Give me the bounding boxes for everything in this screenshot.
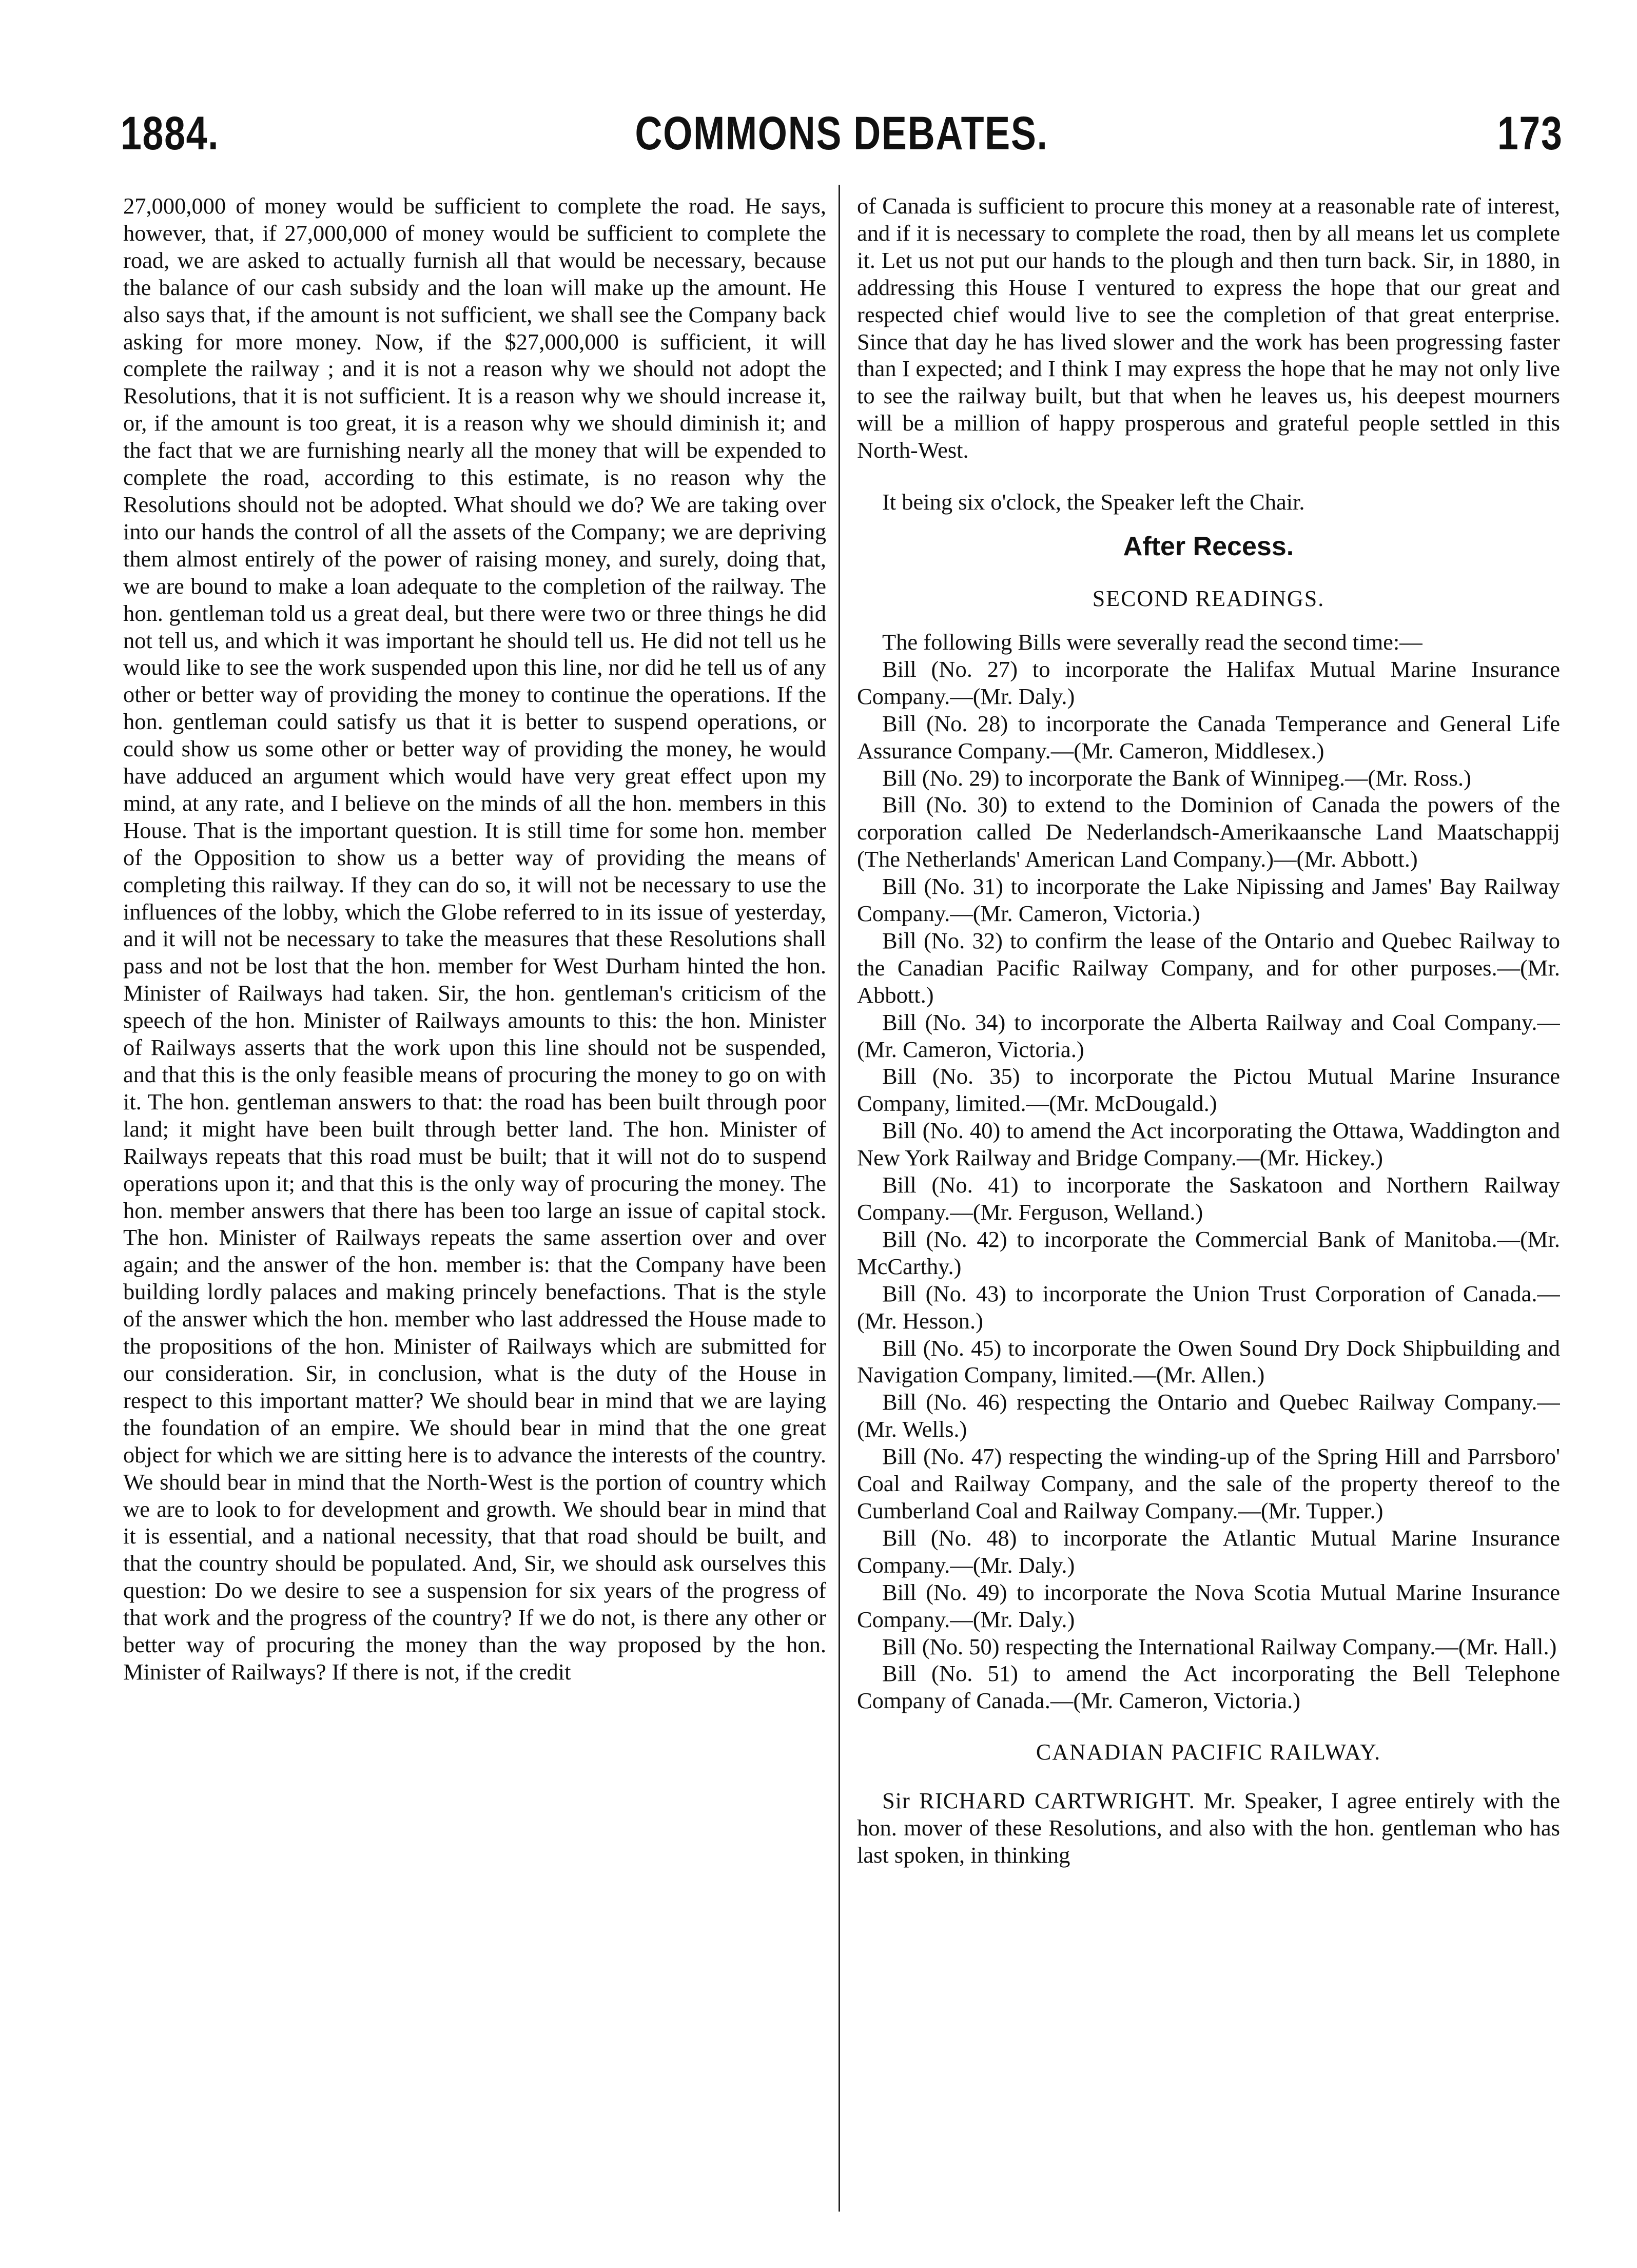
page-header xyxy=(121,105,1563,162)
bill-entry: Bill (No. 45) to incorporate the Owen Sound Dry Dock Shipbuilding and Navigation Company, limited.—(Mr. Allen.) xyxy=(857,1335,1560,1388)
closing-speaker: Sir RICHARD CARTWRIGHT. xyxy=(882,1788,1195,1814)
bill-entry: Bill (No. 28) to incorporate the Canada Temperance and General Life Assurance Company.—(Mr. Cameron, Middlesex.) xyxy=(857,710,1560,764)
second-readings-heading: SECOND READINGS. xyxy=(1092,585,1325,611)
bill-entry: Bill (No. 42) to incorporate the Commercial Bank of Manitoba.—(Mr. McCarthy.) xyxy=(857,1226,1560,1279)
column-divider xyxy=(839,185,840,2212)
bill-entry: Bill (No. 34) to incorporate the Alberta Railway and Coal Company.—(Mr. Cameron, Victoria.) xyxy=(857,1009,1560,1062)
continuation-paragraph: of Canada is sufficient to procure this money at a reasonable rate of interest, and if it is necessary to complete the road, then by all means let us complete it. Let us not put our hands to the plough and then turn back. Sir, in 1880, in addressing this House I ventured to express the hope that our great and respected chief would live to see the completion of that great enterprise. Since that day he has lived slower and the work has been progressing faster than I expected; and I think I may express the hope that he may not only live to see the railway built, but that when he leaves us, his deepest mourners will be a million of happy prosperous and grateful people settled in this North-West. xyxy=(857,193,1560,463)
bill-entry: Bill (No. 46) respecting the Ontario and Quebec Railway Company.—(Mr. Wells.) xyxy=(857,1389,1560,1442)
closing-text: Mr. Speaker, I agree entirely with the hon. mover of these Resolutions, and also with the hon. gentleman who has last spoken, in thinking xyxy=(857,1788,1560,1868)
left-column xyxy=(123,192,826,2204)
closing-paragraph xyxy=(857,1787,1560,1869)
bill-entry: Bill (No. 27) to incorporate the Halifax Mutual Marine Insurance Company.—(Mr. Daly.) xyxy=(857,656,1560,709)
bill-entry: Bill (No. 31) to incorporate the Lake Nipissing and James' Bay Railway Company.—(Mr. Cameron, Victoria.) xyxy=(857,873,1560,927)
bill-entry: Bill (No. 32) to confirm the lease of the Ontario and Quebec Railway to the Canadian Pacific Railway Company, and for other purposes.—(Mr. Abbott.) xyxy=(857,927,1560,1008)
spacer xyxy=(857,464,1560,488)
bill-entry: Bill (No. 35) to incorporate the Pictou Mutual Marine Insurance Company, limited.—(Mr. McDougald.) xyxy=(857,1063,1560,1117)
bill-entry: Bill (No. 47) respecting the winding-up of the Spring Hill and Parrsboro' Coal and Railway Company, and the sale of the property thereof to the Cumberland Coal and Railway Company.—(Mr. Tupper.) xyxy=(857,1443,1560,1523)
bill-entry: Bill (No. 29) to incorporate the Bank of Winnipeg.—(Mr. Ross.) xyxy=(882,765,1471,791)
bill-entry: Bill (No. 49) to incorporate the Nova Scotia Mutual Marine Insurance Company.—(Mr. Daly.) xyxy=(857,1579,1560,1632)
header-page-number: 173 xyxy=(1497,107,1563,160)
bill-entry: Bill (No. 48) to incorporate the Atlantic Mutual Marine Insurance Company.—(Mr. Daly.) xyxy=(857,1524,1560,1578)
bill-entry: Bill (No. 40) to amend the Act incorporating the Ottawa, Waddington and New York Railway and Bridge Company.—(Mr. Hickey.) xyxy=(857,1118,1560,1171)
bill-entry: Bill (No. 30) to extend to the Dominion of Canada the powers of the corporation called De Nederlandsch-Amerikaansche Land Maatschappij (The Netherlands' American Land Company.)—(Mr. Abbott.) xyxy=(857,792,1560,872)
bill-entry: Bill (No. 41) to incorporate the Saskatoon and Northern Railway Company.—(Mr. Ferguson, Welland.) xyxy=(857,1172,1560,1225)
bill-entry: Bill (No. 51) to amend the Act incorporating the Bell Telephone Company of Canada.—(Mr. Cameron, Victoria.) xyxy=(857,1660,1560,1714)
cpr-heading: CANADIAN PACIFIC RAILWAY. xyxy=(1036,1739,1381,1765)
bills-list xyxy=(857,656,1560,1714)
header-year: 1884. xyxy=(121,107,220,160)
after-recess-heading: After Recess. xyxy=(1123,531,1294,561)
recess-note: It being six o'clock, the Speaker left the Chair. xyxy=(882,489,1305,515)
header-title: COMMONS DEBATES. xyxy=(635,107,1048,160)
bill-entry: Bill (No. 50) respecting the International Railway Company.—(Mr. Hall.) xyxy=(882,1633,1557,1659)
left-column-paragraph: 27,000,000 of money would be sufficient to complete the road. He says, however, that, if 27,000,000 of money would be sufficient to complete the road, we are asked to actually furnish all that would be necessary, because the balance of our cash subsidy and the loan will make up the amount. He also says that, if the amount is not sufficient, we shall see the Company back asking for more money. Now, if the $27,000,000 is sufficient, it will complete the railway ; and it is not a reason why we should not adopt the Resolutions, that it is not sufficient. It is a reason why we should increase it, or, if the amount is too great, it is a reason why we should diminish it; and the fact that we are furnishing nearly all the money that will be expended to complete the road, according to this estimate, is no reason why the Resolutions should not be adopted. What should we do? We are taking over into our hands the control of all the assets of the Company; we are depriving them almost entirely of the power of raising money, and surely, doing that, we are bound to make a loan adequate to the completion of the railway. The hon. gentleman told us a great deal, but there were two or three things he did not tell us, and which it was important he should tell us. He did not tell us he would like to see the work suspended upon this line, nor did he tell us of any other or better way of providing the money to continue the operations. If the hon. gentleman could satisfy us that it is better to suspend operations, or could show us some other or better way of providing the money, he would have adduced an argument which would have very great effect upon my mind, at any rate, and I believe on the minds of all the hon. members in this House. That is the important question. It is still time for some hon. member of the Opposition to show us a better way of providing the means of completing this railway. If they can do so, it will not be necessary to use the influences of the lobby, which the Globe referred to in its issue of yesterday, and it will not be necessary to take the measures that these Resolutions shall pass and not be lost that the hon. member for West Durham hinted the hon. Minister of Railways had taken. Sir, the hon. gentleman's criticism of the speech of the hon. Minister of Railways amounts to this: the hon. Minister of Railways asserts that the work upon this line should not be suspended, and that this is the only feasible means of procuring the money to go on with it. The hon. gentleman answers to that: the road has been built through poor land; it might have been built through better land. The hon. Minister of Railways repeats that this road must be built; that it will not do to suspend operations upon it; and that this is the only way of procuring the money. The hon. member answers that there has been too large an issue of capital stock. The hon. Minister of Railways repeats the same assertion over and over again; and the answer of the hon. member is: that the Company have been building lordly palaces and making princely benefactions. That is the style of the answer which the hon. member who last addressed the House made to the propositions of the hon. Minister of Railways which are submitted for our consideration. Sir, in conclusion, what is the duty of the House in respect to this important matter? We should bear in mind that we are laying the foundation of an empire. We should bear in mind that the one great object for which we are sitting here is to advance the interests of the country. We should bear in mind that the North-West is the portion of country which we are to look to for development and growth. We should bear in mind that it is essential, and a national necessity, that that road should be built, and that the country should be populated. And, Sir, we should ask ourselves this question: Do we desire to see a suspension for six years of the progress of that work and the progress of the country? If we do not, is there any other or better way of procuring the money than the way proposed by the hon. Minister of Railways? If there is not, if the credit xyxy=(123,193,826,1685)
bill-entry: Bill (No. 43) to incorporate the Union Trust Corporation of Canada.—(Mr. Hesson.) xyxy=(857,1280,1560,1334)
right-column xyxy=(857,192,1560,2204)
bills-intro: The following Bills were severally read the second time:— xyxy=(882,629,1422,655)
